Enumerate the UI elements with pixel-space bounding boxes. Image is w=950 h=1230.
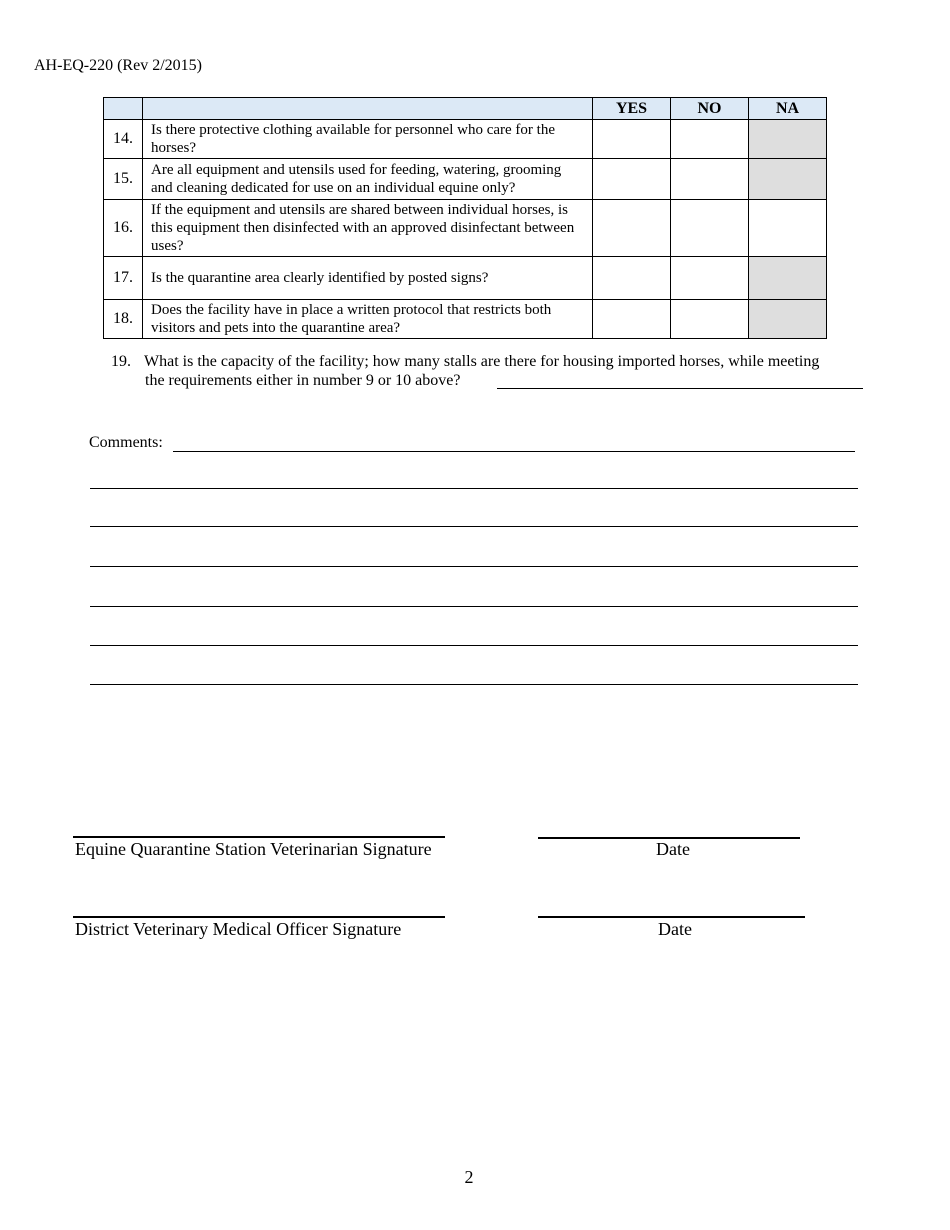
table-row	[104, 257, 827, 300]
table-row	[104, 300, 827, 339]
no-checkbox-cell[interactable]	[671, 300, 749, 339]
header-yes: YES	[593, 98, 671, 120]
row-number: 16.	[104, 200, 143, 257]
vet-signature-label: Equine Quarantine Station Veterinarian Signature	[75, 839, 432, 859]
question-19-number: 19.	[111, 353, 131, 370]
question-19-line2: the requirements either in number 9 or 10 above?	[145, 372, 461, 389]
table-row	[104, 120, 827, 159]
comments-line[interactable]	[90, 606, 858, 607]
checklist-table	[103, 97, 827, 339]
row-number: 17.	[104, 257, 143, 300]
na-shaded-cell	[749, 120, 827, 159]
na-shaded-cell	[749, 257, 827, 300]
row-question: If the equipment and utensils are shared between individual horses, is this equipment then disinfected with an approved disinfectant between uses?	[143, 200, 593, 257]
no-checkbox-cell[interactable]	[671, 159, 749, 200]
no-checkbox-cell[interactable]	[671, 120, 749, 159]
header-num	[104, 98, 143, 120]
comments-line[interactable]	[90, 526, 858, 527]
comments-line[interactable]	[173, 451, 855, 452]
dvmo-date-line[interactable]	[538, 916, 805, 918]
header-question	[143, 98, 593, 120]
comments-label: Comments:	[89, 434, 163, 451]
dvmo-signature-label: District Veterinary Medical Officer Signature	[75, 919, 402, 939]
yes-checkbox-cell[interactable]	[593, 257, 671, 300]
table-row	[104, 159, 827, 200]
comments-line[interactable]	[90, 645, 858, 646]
row-number: 14.	[104, 120, 143, 159]
vet-signature-line[interactable]	[73, 836, 445, 838]
comments-line[interactable]	[90, 488, 858, 489]
na-checkbox-cell[interactable]	[749, 200, 827, 257]
table-header-row	[104, 98, 827, 120]
yes-checkbox-cell[interactable]	[593, 159, 671, 200]
row-question: Is there protective clothing available for personnel who care for the horses?	[143, 120, 593, 159]
vet-date-label: Date	[656, 839, 690, 859]
row-question: Is the quarantine area clearly identified by posted signs?	[143, 257, 593, 300]
row-question: Are all equipment and utensils used for feeding, watering, grooming and cleaning dedicated for use on an individual equine only?	[143, 159, 593, 200]
comments-line[interactable]	[90, 684, 858, 685]
comments-line[interactable]	[90, 566, 858, 567]
form-id: AH-EQ-220 (Rev 2/2015)	[34, 57, 202, 74]
row-number: 18.	[104, 300, 143, 339]
dvmo-signature-line[interactable]	[73, 916, 445, 918]
na-shaded-cell	[749, 300, 827, 339]
header-na: NA	[749, 98, 827, 120]
yes-checkbox-cell[interactable]	[593, 300, 671, 339]
page-number: 2	[464, 1167, 474, 1187]
yes-checkbox-cell[interactable]	[593, 200, 671, 257]
question-19-line1: What is the capacity of the facility; how many stalls are there for housing imported horses, while meeting	[144, 353, 820, 370]
capacity-answer-line[interactable]	[497, 388, 863, 389]
no-checkbox-cell[interactable]	[671, 200, 749, 257]
na-shaded-cell	[749, 159, 827, 200]
table-row	[104, 200, 827, 257]
header-no: NO	[671, 98, 749, 120]
row-number: 15.	[104, 159, 143, 200]
dvmo-date-label: Date	[658, 919, 692, 939]
row-question: Does the facility have in place a written protocol that restricts both visitors and pets into the quarantine area?	[143, 300, 593, 339]
yes-checkbox-cell[interactable]	[593, 120, 671, 159]
no-checkbox-cell[interactable]	[671, 257, 749, 300]
